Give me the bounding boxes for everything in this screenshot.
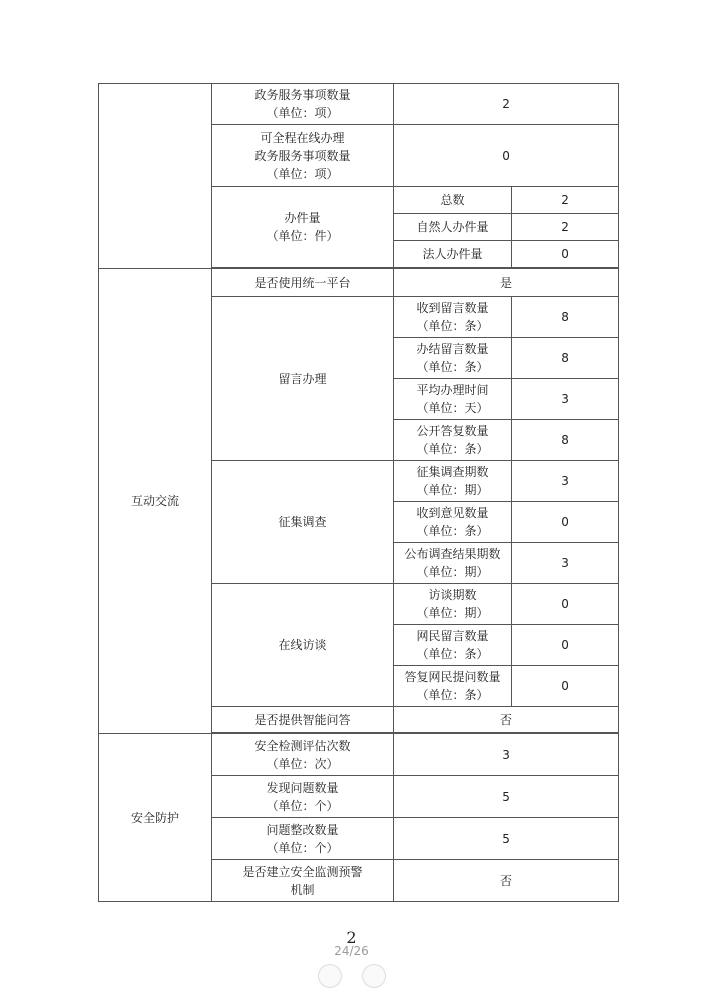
- group-label-interview: 在线访谈: [212, 584, 394, 707]
- row-value: 否: [394, 860, 619, 902]
- sub-value: 3: [512, 543, 619, 584]
- report-table: [98, 83, 619, 902]
- row-value: 3: [394, 734, 619, 776]
- sub-label: 访谈期数 （单位：期）: [394, 584, 512, 625]
- row-label: 问题整改数量 （单位：个）: [212, 818, 394, 860]
- row-label: 是否建立安全监测预警 机制: [212, 860, 394, 902]
- sub-value: 2: [512, 187, 619, 214]
- group-label-messages: 留言办理: [212, 297, 394, 461]
- sub-label: 公布调查结果期数 （单位：期）: [394, 543, 512, 584]
- sub-value: 8: [512, 338, 619, 379]
- sub-value: 8: [512, 297, 619, 338]
- sub-value: 3: [512, 379, 619, 420]
- sub-label: 收到留言数量 （单位：条）: [394, 297, 512, 338]
- row-value: 是: [394, 269, 619, 297]
- sub-label: 答复网民提问数量 （单位：条）: [394, 666, 512, 707]
- row-value: 否: [394, 707, 619, 733]
- row-label: 政务服务事项数量 （单位：项）: [212, 84, 394, 125]
- page-number: 2: [346, 928, 357, 947]
- sub-label: 自然人办件量: [394, 214, 512, 241]
- sub-value: 2: [512, 214, 619, 241]
- sub-label: 总数: [394, 187, 512, 214]
- sub-label: 公开答复数量 （单位：条）: [394, 420, 512, 461]
- row-label: 是否使用统一平台: [212, 269, 394, 297]
- next-page-icon[interactable]: [362, 964, 386, 988]
- row-label: 发现问题数量 （单位：个）: [212, 776, 394, 818]
- sub-value: 8: [512, 420, 619, 461]
- sub-label: 平均办理时间 （单位：天）: [394, 379, 512, 420]
- sub-value: 0: [512, 584, 619, 625]
- table-row: [99, 734, 619, 776]
- group-label-survey: 征集调查: [212, 461, 394, 584]
- sub-label: 办结留言数量 （单位：条）: [394, 338, 512, 379]
- row-value: 0: [394, 125, 619, 187]
- sub-value: 3: [512, 461, 619, 502]
- section-interact: 互动交流: [99, 269, 212, 734]
- sub-value: 0: [512, 502, 619, 543]
- row-value: 5: [394, 818, 619, 860]
- sub-label: 网民留言数量 （单位：条）: [394, 625, 512, 666]
- sub-label: 征集调查期数 （单位：期）: [394, 461, 512, 502]
- row-value: 2: [394, 84, 619, 125]
- sub-label: 收到意见数量 （单位：条）: [394, 502, 512, 543]
- prev-page-icon[interactable]: [318, 964, 342, 988]
- row-label: 办件量 （单位：件）: [212, 187, 394, 268]
- sub-value: 0: [512, 666, 619, 707]
- pager-indicator[interactable]: 24/26: [334, 944, 369, 958]
- sub-value: 0: [512, 625, 619, 666]
- table-row: [99, 269, 619, 297]
- sub-label: 法人办件量: [394, 241, 512, 268]
- row-value: 5: [394, 776, 619, 818]
- row-label: 可全程在线办理 政务服务事项数量 （单位：项）: [212, 125, 394, 187]
- row-label: 是否提供智能问答: [212, 707, 394, 733]
- sub-value: 0: [512, 241, 619, 268]
- row-label: 安全检测评估次数 （单位：次）: [212, 734, 394, 776]
- section-security: 安全防护: [99, 734, 212, 902]
- section-cell-empty: [99, 84, 212, 269]
- table-row: [99, 84, 619, 125]
